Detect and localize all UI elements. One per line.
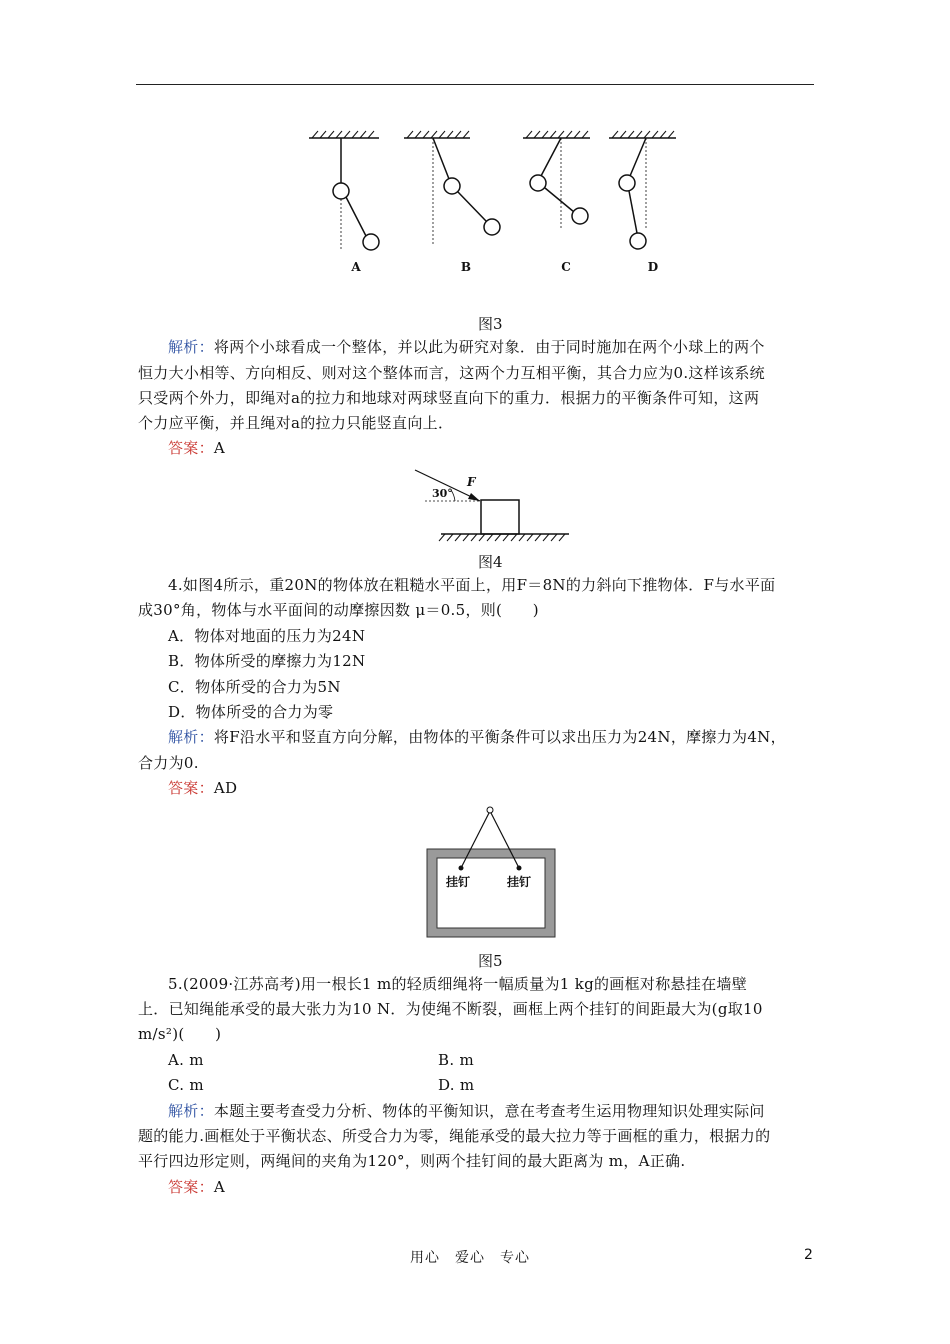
q4-answer-label: 答案： — [168, 779, 214, 797]
q5-solution-text-1: 本题主要考查受力分析、物体的平衡知识，意在考查考生运用物理知识处理实际问 — [213, 1102, 765, 1120]
figure-4-caption: 图4 — [478, 553, 503, 571]
q5-stem-line-2: 上．已知绳能承受的最大张力为10 N．为使绳不断裂，画框上两个挂钉的间距最大为(g取10 — [138, 1000, 763, 1018]
q5-option-b: B. m — [438, 1051, 474, 1069]
figure-5-caption: 图5 — [478, 952, 503, 970]
q3-solution-label: 解析： — [168, 338, 214, 356]
q5-option-a: A. m — [168, 1051, 204, 1069]
page-number: 2 — [804, 1247, 813, 1263]
figure-3-label-c: C — [561, 260, 571, 274]
q3-solution-line-3: 只受两个外力，即绳对a的拉力和地球对两球竖直向下的重力．根据力的平衡条件可知，这两 — [138, 389, 760, 407]
q5-answer — [168, 1175, 225, 1199]
q5-stem-line-3: m/s²)( ) — [138, 1025, 222, 1043]
q4-solution-text-1: 将F沿水平和竖直方向分解，由物体的平衡条件可以求出压力为24N，摩擦力为4N， — [213, 728, 786, 746]
q5-solution-line-3: 平行四边形定则，两绳间的夹角为120°，则两个挂钉间的最大距离为 m，A正确. — [138, 1152, 686, 1170]
q3-answer-label: 答案： — [168, 439, 214, 457]
figure-4-angle-label: 30° — [432, 487, 453, 500]
q4-stem-line-2: 成30°角，物体与水平面间的动摩擦因数 μ＝0.5，则( ) — [138, 601, 539, 619]
figure-3-label-a: A — [351, 260, 361, 274]
q5-option-c: C. m — [168, 1076, 204, 1094]
q4-option-a: A．物体对地面的压力为24N — [168, 627, 366, 645]
q3-answer-value: A — [213, 439, 226, 457]
q4-stem-line-1: 4.如图4所示，重20N的物体放在粗糙水平面上，用F＝8N的力斜向下推物体．F与水平面 — [168, 576, 776, 594]
q4-option-b: B．物体所受的摩擦力为12N — [168, 652, 366, 670]
q3-solution-line-2: 恒力大小相等、方向相反、则对这个整体而言，这两个力互相平衡，其合力应为0.这样该系统 — [138, 364, 765, 382]
q5-solution-line-1 — [168, 1099, 765, 1123]
q4-option-c: C．物体所受的合力为5N — [168, 678, 341, 696]
q4-answer-value: AD — [213, 779, 238, 797]
figure-5-nail-right-label: 挂钉 — [507, 875, 532, 889]
figure-3-caption: 图3 — [478, 315, 503, 333]
q5-answer-label: 答案： — [168, 1178, 214, 1196]
q3-solution-text-1: 将两个小球看成一个整体，并以此为研究对象．由于同时施加在两个小球上的两个 — [213, 338, 765, 356]
q5-solution-line-2: 题的能力.画框处于平衡状态、所受合力为零，绳能承受的最大拉力等于画框的重力，根据力的 — [138, 1127, 771, 1145]
q5-stem-line-1: 5.(2009·江苏高考)用一根长1 m的轻质细绳将一幅质量为1 kg的画框对称悬挂在墙壁 — [168, 975, 747, 993]
q5-option-d: D. m — [438, 1076, 475, 1094]
figure-4-force-label: F — [467, 475, 476, 489]
page-footer: 用心 爱心 专心 — [410, 1250, 530, 1266]
q4-solution-line-2: 合力为0. — [138, 754, 199, 772]
q5-answer-value: A — [213, 1178, 226, 1196]
figure-3-label-d: D — [647, 260, 659, 274]
figure-5-nail-left-label: 挂钉 — [446, 875, 471, 889]
q4-option-d: D．物体所受的合力为零 — [168, 703, 334, 721]
q3-solution-line-4: 个力应平衡，并且绳对a的拉力只能竖直向上． — [138, 414, 454, 432]
q4-solution-label: 解析： — [168, 728, 214, 746]
q5-solution-label: 解析： — [168, 1102, 214, 1120]
figure-3-label-b: B — [460, 260, 472, 274]
